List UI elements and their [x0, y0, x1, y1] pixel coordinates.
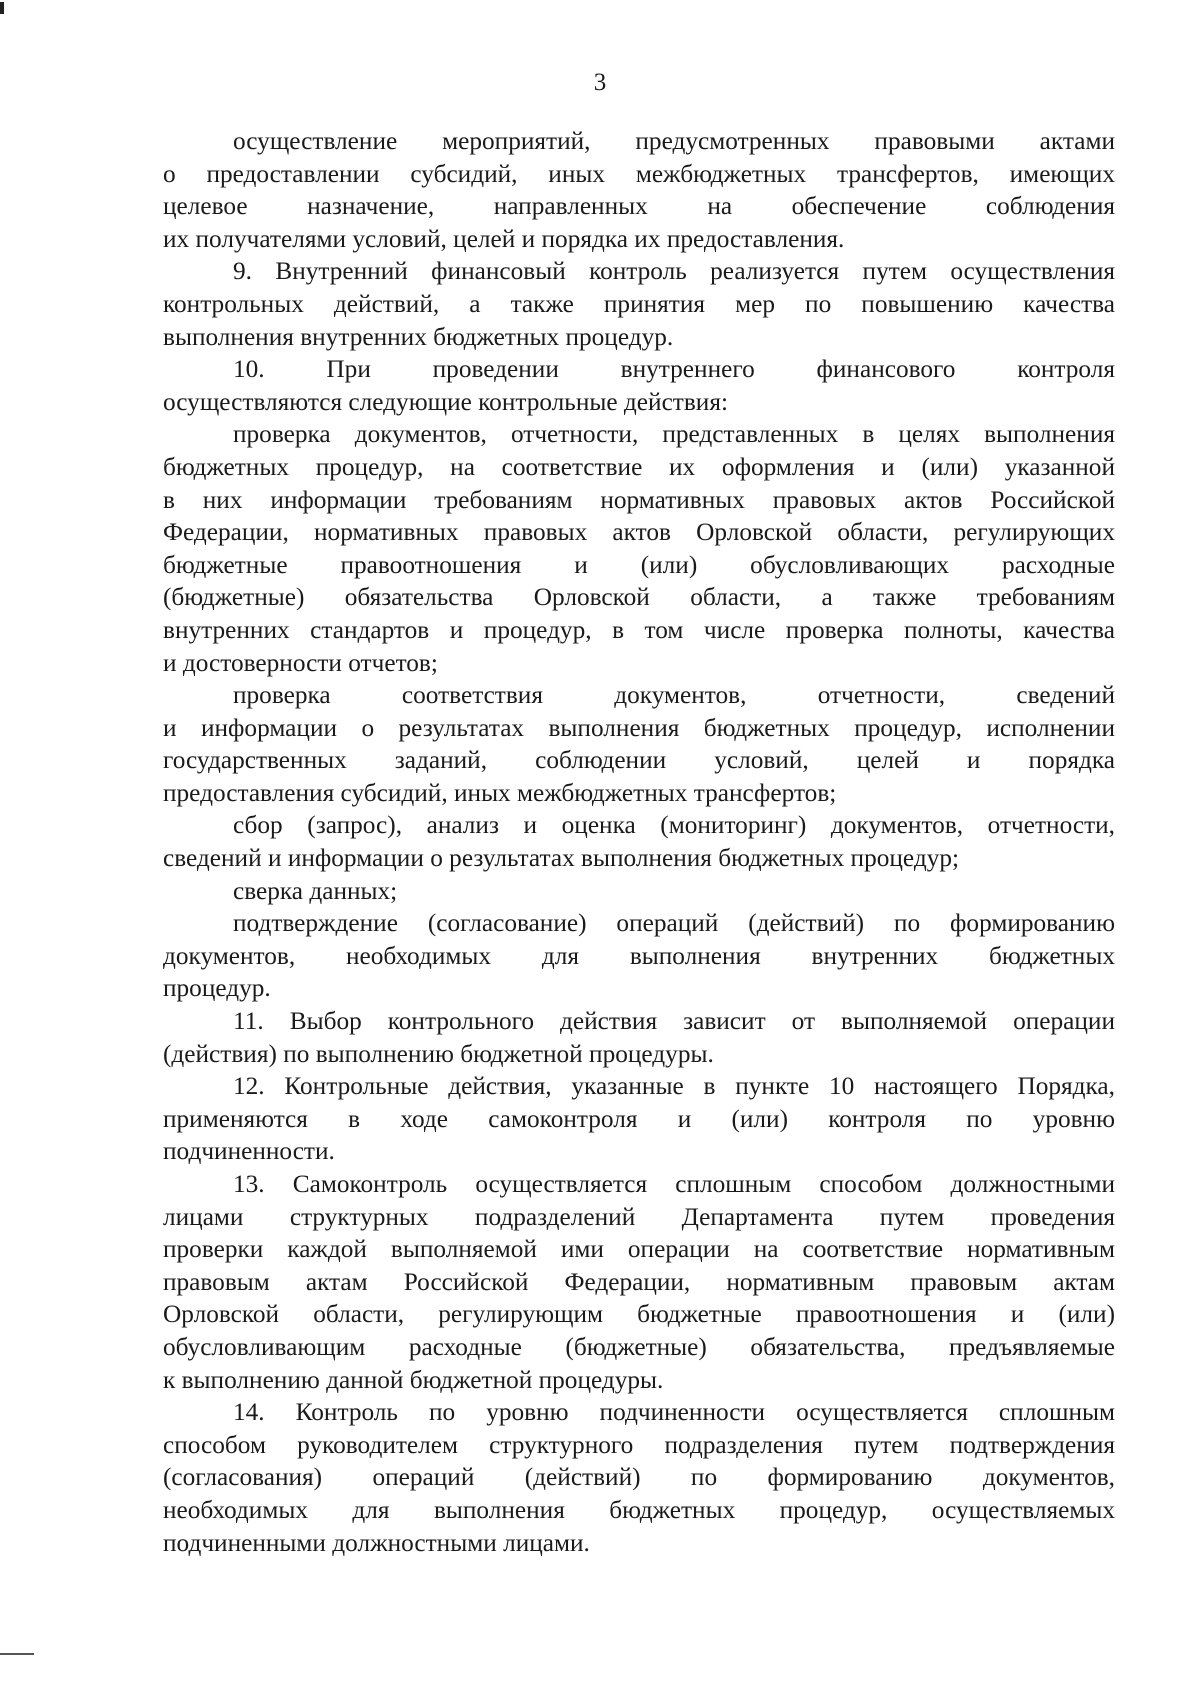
- text-line: процедур.: [163, 974, 271, 1003]
- text-line: сбор (запрос), анализ и оценка (мониторинг) документов, отчетности,: [233, 811, 1115, 840]
- text-line: в них информации требованиям нормативных правовых актов Российской: [163, 485, 1115, 514]
- paragraph: [163, 1168, 1115, 1396]
- paragraph: [163, 809, 1115, 874]
- text-line: подчиненными должностными лицами.: [163, 1528, 590, 1557]
- text-line: осуществление мероприятий, предусмотренных правовыми актами: [233, 127, 1115, 155]
- text-line: необходимых для выполнения бюджетных процедур, осуществляемых: [163, 1495, 1115, 1524]
- paragraph: [163, 1070, 1115, 1168]
- text-line: к выполнению данной бюджетной процедуры.: [163, 1365, 664, 1394]
- text-line: Орловской области, регулирующим бюджетные правоотношения и (или): [163, 1300, 1115, 1329]
- text-line: 10. При проведении внутреннего финансового контроля: [233, 355, 1115, 384]
- text-line: бюджетные правоотношения и (или) обусловливающих расходные: [163, 550, 1115, 579]
- text-line: способом руководителем структурного подразделения путем подтверждения: [163, 1430, 1115, 1459]
- text-line: подчиненности.: [163, 1137, 335, 1166]
- text-line: правовым актам Российской Федерации, нормативным правовым актам: [163, 1267, 1115, 1296]
- text-line: (действия) по выполнению бюджетной процедуры.: [163, 1039, 714, 1068]
- text-line: контрольных действий, а также принятия мер по повышению качества: [163, 289, 1115, 318]
- paragraph: [163, 255, 1115, 353]
- text-line: проверки каждой выполняемой ими операции на соответствие нормативным: [163, 1235, 1115, 1264]
- text-line: 13. Самоконтроль осуществляется сплошным способом должностными: [233, 1170, 1115, 1198]
- text-line: и достоверности отчетов;: [163, 648, 438, 677]
- text-line: осуществляются следующие контрольные действия:: [163, 387, 728, 416]
- text-line: выполнения внутренних бюджетных процедур.: [163, 322, 674, 351]
- text-line: 12. Контрольные действия, указанные в пункте 10 настоящего Порядка,: [233, 1072, 1115, 1101]
- text-line: обусловливающим расходные (бюджетные) обязательства, предъявляемые: [163, 1332, 1115, 1361]
- text-line: (бюджетные) обязательства Орловской области, а также требованиям: [163, 583, 1115, 612]
- text-line: Федерации, нормативных правовых актов Орловской области, регулирующих: [163, 518, 1115, 547]
- text-line: проверка документов, отчетности, представленных в целях выполнения: [233, 420, 1115, 449]
- paragraph: [163, 1396, 1115, 1559]
- text-line: 14. Контроль по уровню подчиненности осуществляется сплошным: [233, 1398, 1115, 1427]
- text-line: 11. Выбор контрольного действия зависит от выполняемой операции: [233, 1007, 1115, 1036]
- text-line: 9. Внутренний финансовый контроль реализуется путем осуществления: [233, 257, 1115, 286]
- text-line: их получателями условий, целей и порядка их предоставления.: [163, 224, 845, 253]
- document-body: [163, 125, 1115, 1559]
- text-line: предоставления субсидий, иных межбюджетных трансфертов;: [163, 778, 837, 807]
- paragraph: [163, 679, 1115, 809]
- paragraph: [163, 875, 1115, 908]
- text-line: (согласования) операций (действий) по формированию документов,: [163, 1463, 1115, 1492]
- text-line: проверка соответствия документов, отчетности, сведений: [233, 681, 1115, 710]
- paragraph: [163, 353, 1115, 418]
- paragraph: [163, 1005, 1115, 1070]
- paragraph: [163, 907, 1115, 1005]
- text-line: сведений и информации о результатах выполнения бюджетных процедур;: [163, 844, 960, 873]
- text-line: и информации о результатах выполнения бюджетных процедур, исполнении: [163, 713, 1115, 742]
- paragraph: [163, 418, 1115, 679]
- page-number: 3: [593, 69, 607, 96]
- text-line: внутренних стандартов и процедур, в том числе проверка полноты, качества: [163, 615, 1115, 644]
- text-line: государственных заданий, соблюдении условий, целей и порядка: [163, 746, 1115, 775]
- scan-mark: [0, 1653, 34, 1655]
- text-line: о предоставлении субсидий, иных межбюджетных трансфертов, имеющих: [163, 159, 1115, 188]
- scan-mark: [0, 2, 4, 14]
- text-line: целевое назначение, направленных на обеспечение соблюдения: [163, 192, 1115, 221]
- paragraph: [163, 125, 1115, 255]
- text-line: применяются в ходе самоконтроля и (или) контроля по уровню: [163, 1104, 1115, 1133]
- text-line: подтверждение (согласование) операций (действий) по формированию: [233, 909, 1115, 938]
- text-line: бюджетных процедур, на соответствие их оформления и (или) указанной: [163, 452, 1115, 481]
- text-line: документов, необходимых для выполнения внутренних бюджетных: [163, 941, 1115, 970]
- text-line: лицами структурных подразделений Департамента путем проведения: [163, 1202, 1115, 1231]
- text-line: сверка данных;: [233, 876, 398, 905]
